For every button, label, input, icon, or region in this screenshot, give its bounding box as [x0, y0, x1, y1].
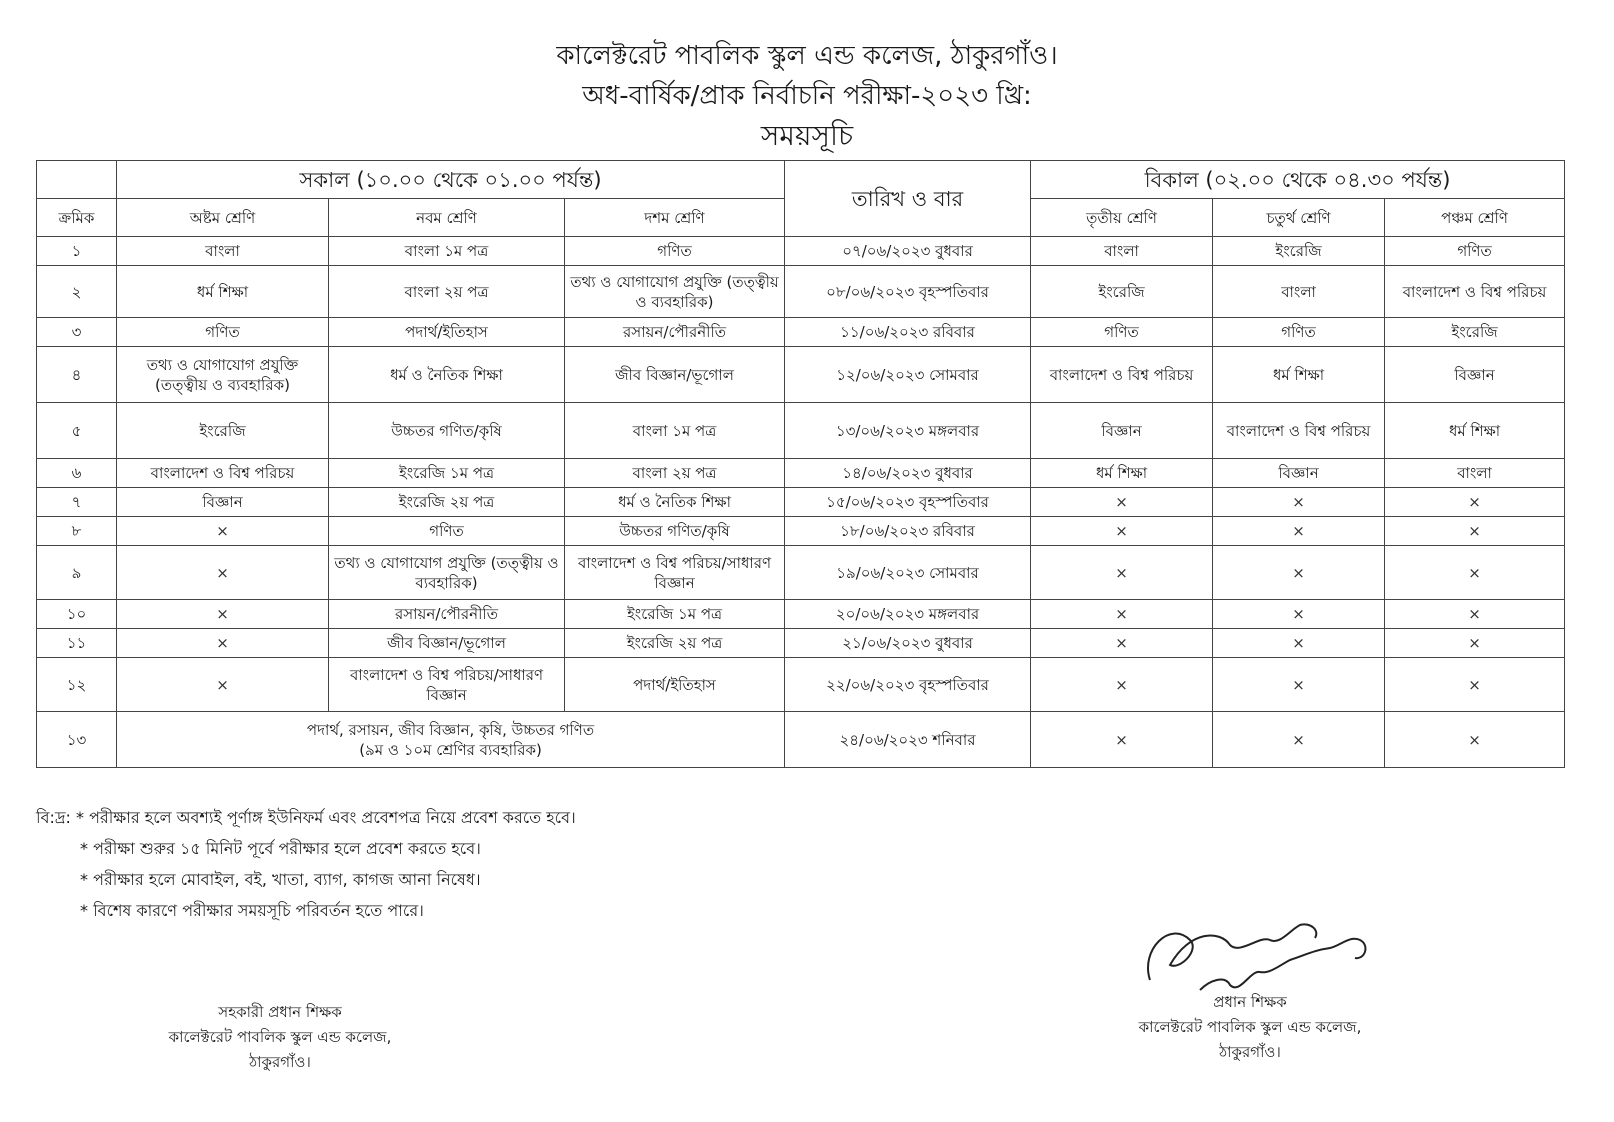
class9-cell: তথ্য ও যোগাযোগ প্রযুক্তি (তত্ত্বীয় ও ব্যবহারিক) — [329, 546, 565, 600]
class4-cell: ধর্ম শিক্ষা — [1213, 347, 1385, 403]
date-cell: ২৪/০৬/২০২৩ শনিবার — [785, 712, 1031, 768]
table-row — [37, 347, 1565, 403]
head-teacher-place: ঠাকুরগাঁও। — [1219, 1043, 1281, 1061]
class5-cell: বাংলাদেশ ও বিশ্ব পরিচয় — [1385, 266, 1565, 318]
date-cell: ১১/০৬/২০২৩ রবিবার — [785, 318, 1031, 347]
head-teacher-title: প্রধান শিক্ষক — [1213, 993, 1287, 1011]
class5-cell: × — [1385, 600, 1565, 629]
class5-cell: বিজ্ঞান — [1385, 347, 1565, 403]
class5-cell: × — [1385, 658, 1565, 712]
class9-cell: পদার্থ/ইতিহাস — [329, 318, 565, 347]
class9-cell: রসায়ন/পৌরনীতি — [329, 600, 565, 629]
col-serial: ক্রমিক — [37, 199, 117, 237]
table-row — [37, 266, 1565, 318]
date-cell: ১৪/০৬/২০২৩ বুধবার — [785, 459, 1031, 488]
date-cell: ০৮/০৬/২০২৩ বৃহস্পতিবার — [785, 266, 1031, 318]
note-line: * বিশেষ কারণে পরীক্ষার সময়সূচি পরিবর্তন হতে পারে। — [80, 901, 424, 920]
table-row — [37, 318, 1565, 347]
class10-cell: ইংরেজি ২য় পত্র — [565, 629, 785, 658]
notes-section — [36, 802, 576, 926]
class5-cell: ধর্ম শিক্ষা — [1385, 403, 1565, 459]
class5-cell: × — [1385, 629, 1565, 658]
table-row — [37, 629, 1565, 658]
class5-cell: × — [1385, 517, 1565, 546]
class4-cell: × — [1213, 600, 1385, 629]
class5-cell: বাংলা — [1385, 459, 1565, 488]
col-class-8: অষ্টম শ্রেণি — [117, 199, 329, 237]
col-class-9: নবম শ্রেণি — [329, 199, 565, 237]
class10-cell: উচ্চতর গণিত/কৃষি — [565, 517, 785, 546]
class4-cell: × — [1213, 658, 1385, 712]
serial-cell: ২ — [37, 266, 117, 318]
class8-cell: গণিত — [117, 318, 329, 347]
class8-cell: বাংলা — [117, 237, 329, 266]
class8-cell: × — [117, 629, 329, 658]
class9-cell: ইংরেজি ১ম পত্র — [329, 459, 565, 488]
date-cell: ১৫/০৬/২০২৩ বৃহস্পতিবার — [785, 488, 1031, 517]
class10-cell: জীব বিজ্ঞান/ভূগোল — [565, 347, 785, 403]
assistant-head-signature — [120, 1000, 440, 1075]
note-line: বি:দ্র: * পরীক্ষার হলে অবশ্যই পূর্ণাঙ্গ ইউনিফর্ম এবং প্রবেশপত্র নিয়ে প্রবেশ করতে হবে। — [36, 808, 576, 827]
class8-cell: × — [117, 517, 329, 546]
class8-cell: বিজ্ঞান — [117, 488, 329, 517]
class10-cell: ইংরেজি ১ম পত্র — [565, 600, 785, 629]
class4-cell: ইংরেজি — [1213, 237, 1385, 266]
serial-cell: ৬ — [37, 459, 117, 488]
school-name: কালেক্টরেট পাবলিক স্কুল এন্ড কলেজ, ঠাকুরগাঁও। — [556, 41, 1058, 71]
table-row — [37, 658, 1565, 712]
class3-cell: ধর্ম শিক্ষা — [1031, 459, 1213, 488]
note-line: * পরীক্ষার হলে মোবাইল, বই, খাতা, ব্যাগ, কাগজ আনা নিষেধ। — [80, 870, 481, 889]
class9-cell: ইংরেজি ২য় পত্র — [329, 488, 565, 517]
table-row — [37, 600, 1565, 629]
class3-cell: × — [1031, 546, 1213, 600]
class8-cell: × — [117, 546, 329, 600]
table-row — [37, 712, 1565, 768]
class9-cell: বাংলা ১ম পত্র — [329, 237, 565, 266]
class10-cell: বাংলা ১ম পত্র — [565, 403, 785, 459]
class9-cell: উচ্চতর গণিত/কৃষি — [329, 403, 565, 459]
col-class-3: তৃতীয় শ্রেণি — [1031, 199, 1213, 237]
class3-cell: গণিত — [1031, 318, 1213, 347]
schedule-title: সময়সূচি — [760, 119, 854, 152]
class8-cell: তথ্য ও যোগাযোগ প্রযুক্তি (তত্ত্বীয় ও ব্যবহারিক) — [117, 347, 329, 403]
serial-cell: ১০ — [37, 600, 117, 629]
table-row — [37, 459, 1565, 488]
class3-cell: বাংলা — [1031, 237, 1213, 266]
class8-cell: বাংলাদেশ ও বিশ্ব পরিচয় — [117, 459, 329, 488]
class10-cell: রসায়ন/পৌরনীতি — [565, 318, 785, 347]
head-teacher-signature — [1090, 990, 1410, 1065]
class10-cell: তথ্য ও যোগাযোগ প্রযুক্তি (তত্ত্বীয় ও ব্যবহারিক) — [565, 266, 785, 318]
morning-session-header: সকাল (১০.০০ থেকে ০১.০০ পর্যন্ত) — [117, 161, 785, 199]
assistant-head-place: ঠাকুরগাঁও। — [249, 1053, 311, 1071]
class4-cell: × — [1213, 546, 1385, 600]
class3-cell: × — [1031, 488, 1213, 517]
serial-cell: ৩ — [37, 318, 117, 347]
date-cell: ১৮/০৬/২০২৩ রবিবার — [785, 517, 1031, 546]
class4-cell: × — [1213, 517, 1385, 546]
class4-cell: × — [1213, 488, 1385, 517]
class4-cell: × — [1213, 629, 1385, 658]
practical-subjects: পদার্থ, রসায়ন, জীব বিজ্ঞান, কৃষি, উচ্চতর গণিত — [306, 720, 595, 739]
class5-cell: × — [1385, 488, 1565, 517]
table-row — [37, 488, 1565, 517]
class4-cell: × — [1213, 712, 1385, 768]
class4-cell: বাংলা — [1213, 266, 1385, 318]
col-class-5: পঞ্চম শ্রেণি — [1385, 199, 1565, 237]
class3-cell: × — [1031, 629, 1213, 658]
afternoon-session-header: বিকাল (০২.০০ থেকে ০৪.৩০ পর্যন্ত) — [1031, 161, 1565, 199]
assistant-head-title: সহকারী প্রধান শিক্ষক — [218, 1003, 342, 1021]
class9-cell: বাংলাদেশ ও বিশ্ব পরিচয়/সাধারণ বিজ্ঞান — [329, 658, 565, 712]
practical-exams-cell — [117, 712, 785, 768]
class5-cell: গণিত — [1385, 237, 1565, 266]
date-cell: ২১/০৬/২০২৩ বুধবার — [785, 629, 1031, 658]
date-cell: ০৭/০৬/২০২৩ বুধবার — [785, 237, 1031, 266]
date-cell: ১২/০৬/২০২৩ সোমবার — [785, 347, 1031, 403]
class9-cell: বাংলা ২য় পত্র — [329, 266, 565, 318]
class3-cell: × — [1031, 600, 1213, 629]
serial-cell: ৪ — [37, 347, 117, 403]
document-header — [0, 36, 1614, 156]
table-row — [37, 517, 1565, 546]
class4-cell: গণিত — [1213, 318, 1385, 347]
class4-cell: বিজ্ঞান — [1213, 459, 1385, 488]
class3-cell: × — [1031, 712, 1213, 768]
serial-cell: ১২ — [37, 658, 117, 712]
col-class-4: চতুর্থ শ্রেণি — [1213, 199, 1385, 237]
table-row — [37, 403, 1565, 459]
class10-cell: বাংলা ২য় পত্র — [565, 459, 785, 488]
class5-cell: × — [1385, 546, 1565, 600]
assistant-head-school: কালেক্টরেট পাবলিক স্কুল এন্ড কলেজ, — [168, 1028, 392, 1046]
note-line: * পরীক্ষা শুরুর ১৫ মিনিট পূর্বে পরীক্ষার হলে প্রবেশ করতে হবে। — [80, 839, 481, 858]
table-row — [37, 546, 1565, 600]
class8-cell: × — [117, 658, 329, 712]
date-day-header: তারিখ ও বার — [785, 161, 1031, 237]
class9-cell: জীব বিজ্ঞান/ভূগোল — [329, 629, 565, 658]
class3-cell: × — [1031, 658, 1213, 712]
handwritten-signature — [1130, 910, 1390, 1000]
class8-cell: ধর্ম শিক্ষা — [117, 266, 329, 318]
exam-title: অধ-বার্ষিক/প্রাক নির্বাচনি পরীক্ষা-২০২৩ খ্রি: — [582, 81, 1032, 111]
class5-cell: × — [1385, 712, 1565, 768]
serial-cell: ৮ — [37, 517, 117, 546]
date-cell: ২০/০৬/২০২৩ মঙ্গলবার — [785, 600, 1031, 629]
class8-cell: ইংরেজি — [117, 403, 329, 459]
date-cell: ১৩/০৬/২০২৩ মঙ্গলবার — [785, 403, 1031, 459]
col-class-10: দশম শ্রেণি — [565, 199, 785, 237]
date-cell: ১৯/০৬/২০২৩ সোমবার — [785, 546, 1031, 600]
table-row — [37, 237, 1565, 266]
class3-cell: × — [1031, 517, 1213, 546]
class10-cell: পদার্থ/ইতিহাস — [565, 658, 785, 712]
class9-cell: ধর্ম ও নৈতিক শিক্ষা — [329, 347, 565, 403]
class4-cell: বাংলাদেশ ও বিশ্ব পরিচয় — [1213, 403, 1385, 459]
class5-cell: ইংরেজি — [1385, 318, 1565, 347]
exam-schedule-table — [36, 160, 1565, 768]
serial-cell: ১৩ — [37, 712, 117, 768]
head-teacher-school: কালেক্টরেট পাবলিক স্কুল এন্ড কলেজ, — [1138, 1018, 1362, 1036]
class3-cell: ইংরেজি — [1031, 266, 1213, 318]
class10-cell: বাংলাদেশ ও বিশ্ব পরিচয়/সাধারণ বিজ্ঞান — [565, 546, 785, 600]
class8-cell: × — [117, 600, 329, 629]
practical-note: (৯ম ও ১০ম শ্রেণির ব্যবহারিক) — [359, 740, 542, 759]
serial-cell: ১১ — [37, 629, 117, 658]
class3-cell: বিজ্ঞান — [1031, 403, 1213, 459]
class10-cell: ধর্ম ও নৈতিক শিক্ষা — [565, 488, 785, 517]
serial-cell: ৯ — [37, 546, 117, 600]
class10-cell: গণিত — [565, 237, 785, 266]
class3-cell: বাংলাদেশ ও বিশ্ব পরিচয় — [1031, 347, 1213, 403]
serial-cell: ১ — [37, 237, 117, 266]
serial-cell: ৫ — [37, 403, 117, 459]
date-cell: ২২/০৬/২০২৩ বৃহস্পতিবার — [785, 658, 1031, 712]
serial-cell: ৭ — [37, 488, 117, 517]
class9-cell: গণিত — [329, 517, 565, 546]
